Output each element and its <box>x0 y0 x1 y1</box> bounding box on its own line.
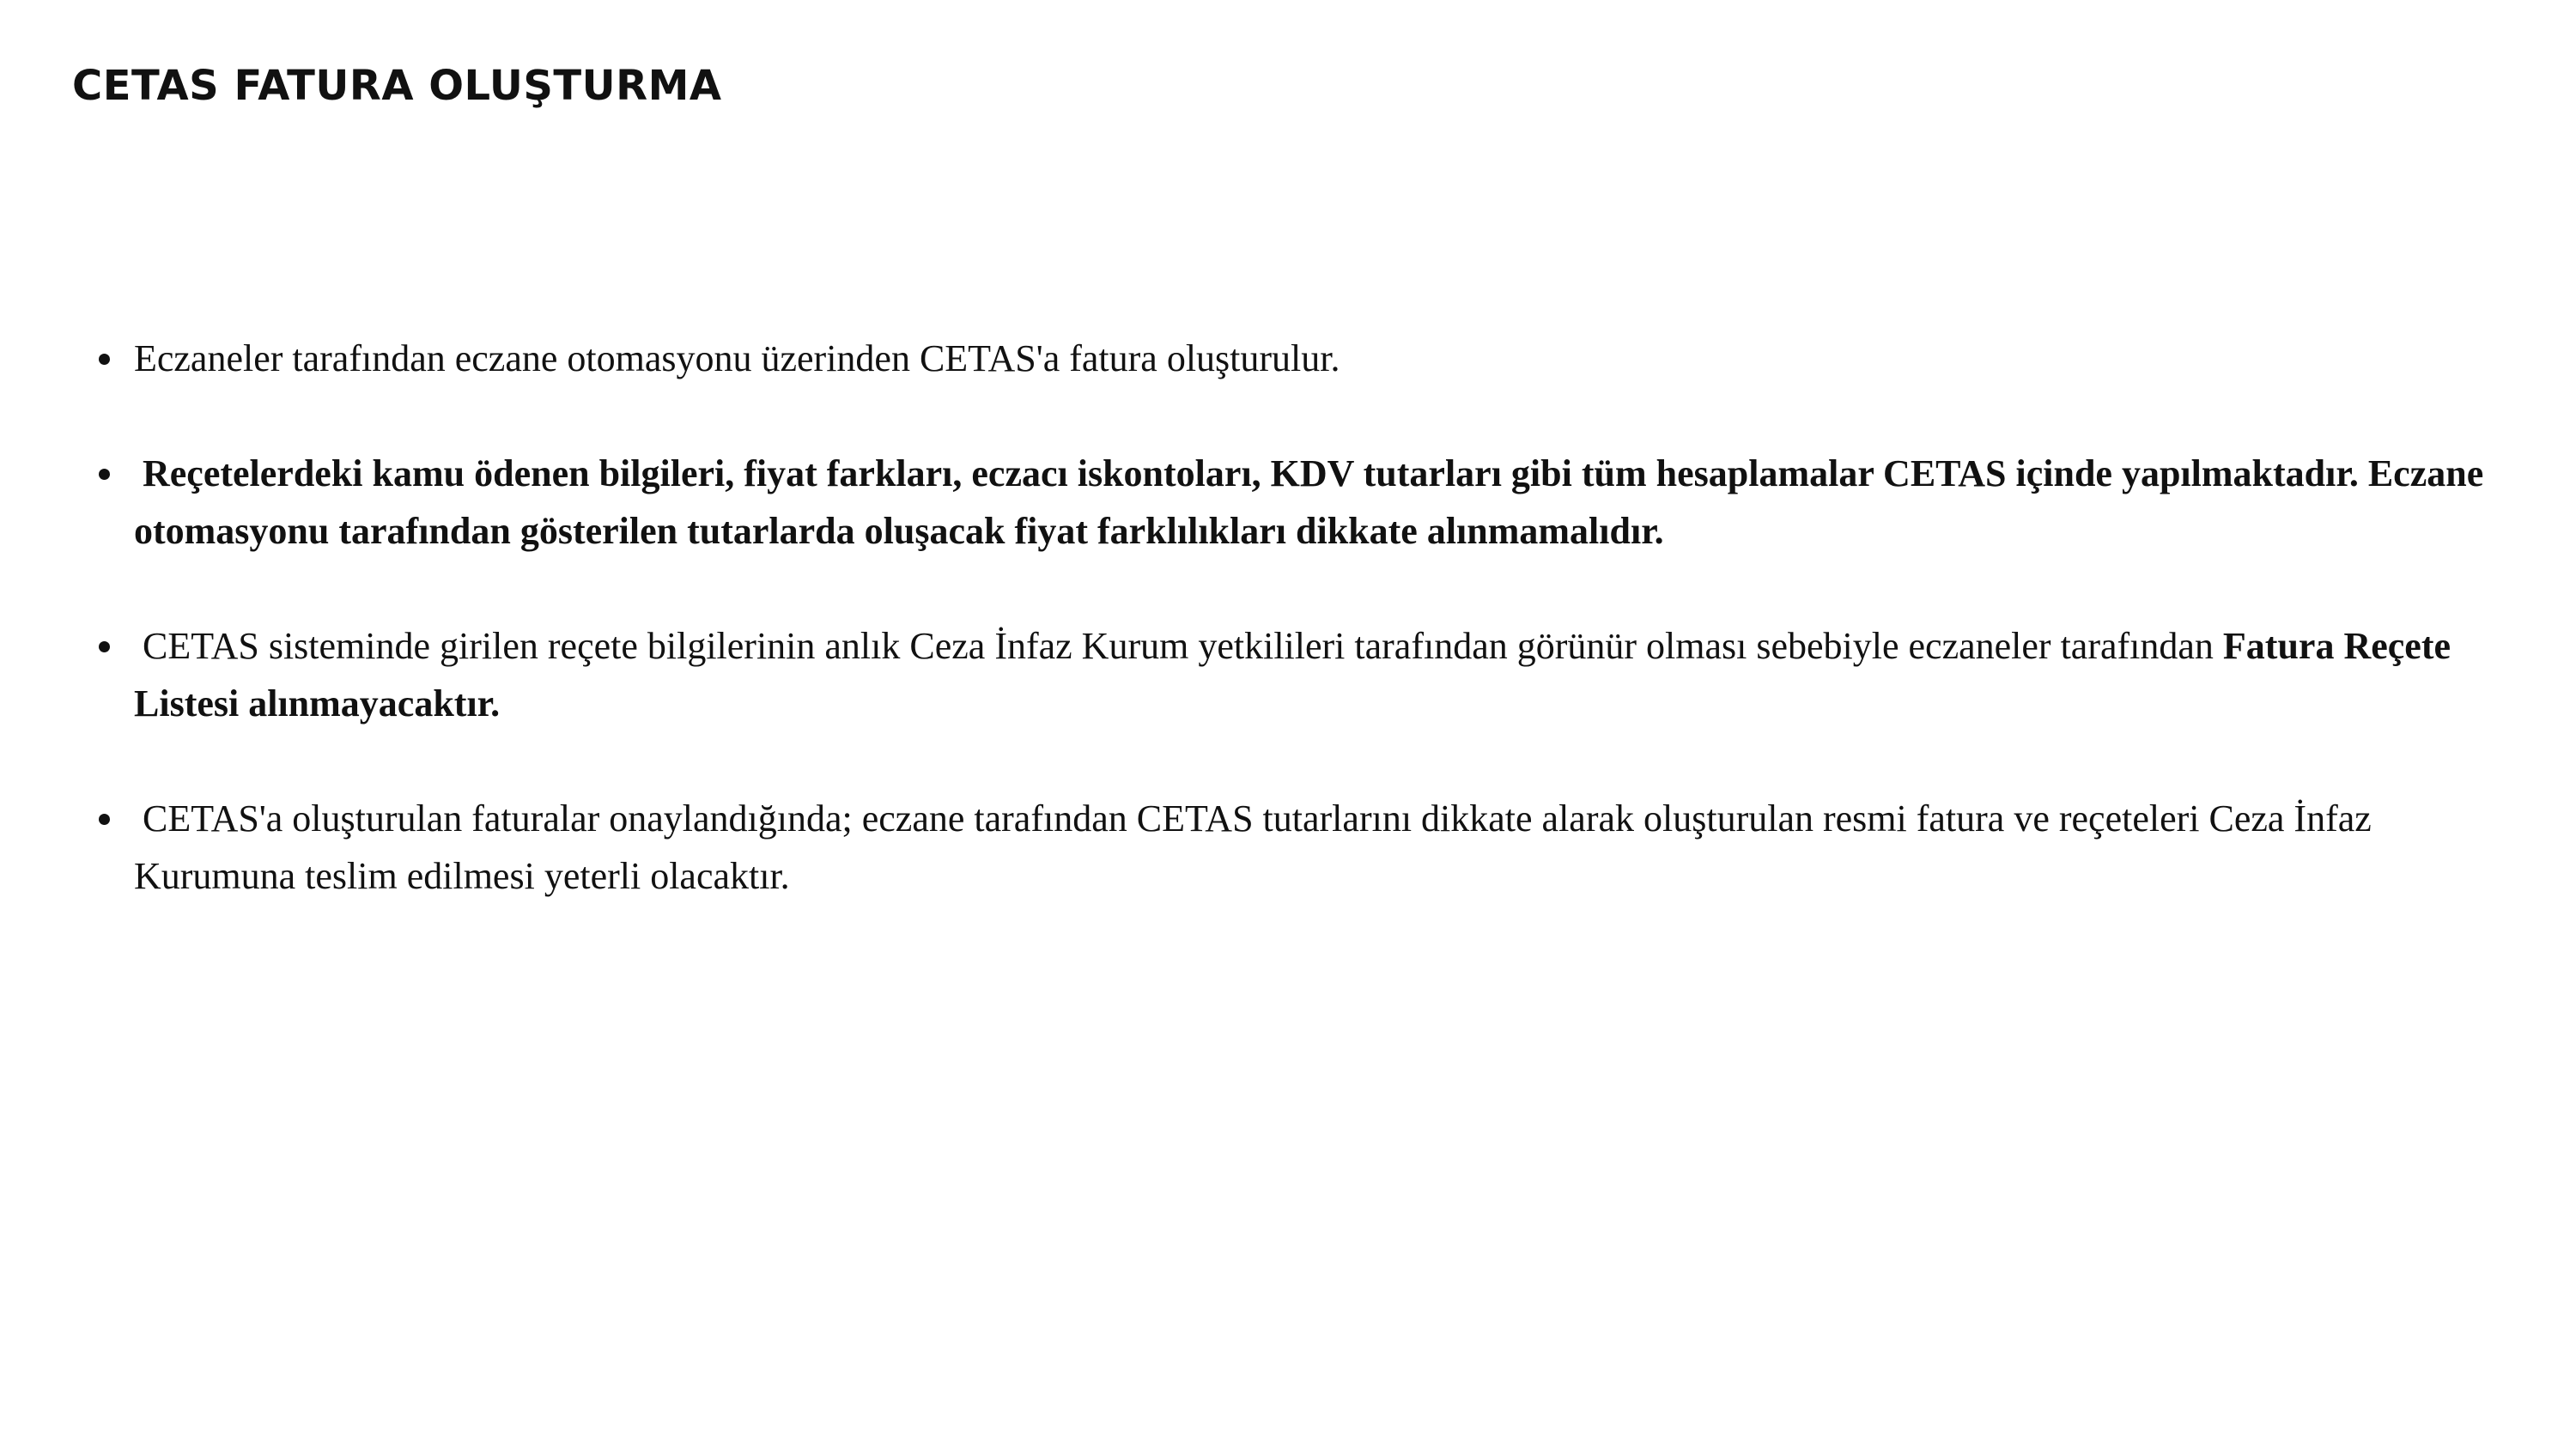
list-item-text: Eczaneler tarafından eczane otomasyonu üzerinden CETAS'a fatura oluşturulur. <box>134 337 1340 379</box>
bullet-icon <box>99 354 110 365</box>
list-item-text: CETAS sisteminde girilen reçete bilgilerinin anlık Ceza İnfaz Kurum yetkilileri tarafından görünür olması sebebiyle eczaneler tarafından <box>143 625 2223 667</box>
list-item-text-bold: Reçetelerdeki kamu ödenen bilgileri, fiyat farkları, eczacı iskontoları, KDV tutarları gibi tüm hesaplamalar CETAS içinde yapılmaktadır. Eczane otomasyonu tarafından gösterilen tutarlarda oluşacak fiyat farklılıkları dikkate alınmamalıdır. <box>134 452 2484 552</box>
list-item-text-bold: Fatura Reçete Listesi alınmayacaktır. <box>134 625 2451 724</box>
bullet-list <box>0 330 2576 962</box>
list-item <box>0 445 2576 560</box>
bullet-icon <box>99 814 110 825</box>
bullet-icon <box>99 469 110 480</box>
page-title: CETAS FATURA OLUŞTURMA <box>72 62 722 110</box>
bullet-icon <box>99 641 110 652</box>
list-item <box>0 330 2576 387</box>
list-item <box>0 790 2576 905</box>
list-item <box>0 617 2576 732</box>
list-item-text: CETAS'a oluşturulan faturalar onaylandığında; eczane tarafından CETAS tutarlarını dikkate alarak oluşturulan resmi fatura ve reçeteleri Ceza İnfaz Kurumuna teslim edilmesi yeterli olacaktır. <box>134 797 2372 897</box>
